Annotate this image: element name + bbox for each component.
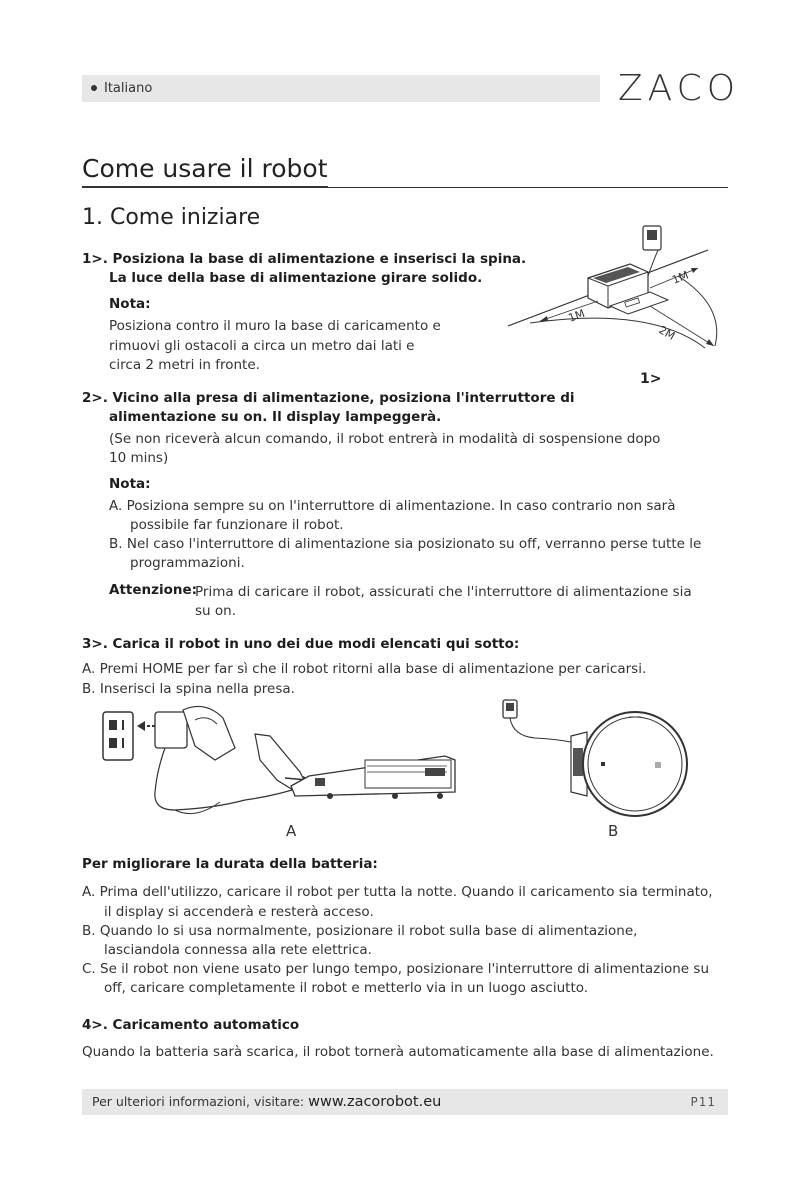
wall-outlet-icon: [103, 712, 133, 760]
adapter-icon: [155, 712, 187, 748]
step4-body: Quando la batteria sarà scarica, il robot tornerà automaticamente alla base di alimentazione.: [82, 1044, 714, 1060]
language-label: Italiano: [104, 81, 153, 96]
figure-a-label: A: [286, 822, 297, 840]
language-bar: [82, 75, 600, 102]
battery-a-line1: A. Prima dell'utilizzo, caricare il robot per tutta la notte. Quando il caricamento sia terminato,: [82, 884, 713, 900]
step1-nota-line3: circa 2 metri in fronte.: [109, 357, 260, 373]
charging-base-placement-figure: [500, 216, 730, 391]
step2-paren-line1: (Se non riceverà alcun comando, il robot entrerà in modalità di sospensione dopo: [109, 431, 661, 447]
label-1m-right: 1M: [670, 268, 691, 287]
figure-b-label: B: [608, 822, 619, 840]
step2-a-line1: A. Posiziona sempre su on l'interruttore di alimentazione. In caso contrario non sarà: [109, 498, 676, 514]
clearance-arc: [530, 318, 705, 348]
brand-logo: ZACO: [618, 68, 741, 109]
footer-prefix: Per ulteriori informazioni, visitare:: [92, 1094, 309, 1109]
footer-url[interactable]: www.zacorobot.eu: [308, 1094, 442, 1110]
figure-b-robot-on-base: [495, 692, 695, 822]
section-title: 1. Come iniziare: [82, 205, 261, 230]
page-title: Come usare il robot: [82, 154, 328, 183]
step2-nota-label: Nota:: [109, 476, 151, 492]
battery-c-line2: off, caricare completamente il robot e metterlo via in un luogo asciutto.: [104, 980, 589, 996]
step3-option-b: B. Inserisci la spina nella presa.: [82, 681, 295, 697]
label-1m-left: 1M: [566, 306, 587, 325]
step3-option-a: A. Premi HOME per far sì che il robot ritorni alla base di alimentazione per caricarsi.: [82, 661, 647, 677]
step1-line2: La luce della base di alimentazione girare solido.: [109, 270, 483, 286]
title-underline: [82, 186, 328, 188]
bullet-icon: [91, 85, 97, 91]
step2-line1: 2>. Vicino alla presa di alimentazione, posiziona l'interruttore di: [82, 390, 575, 406]
battery-b-line1: B. Quando lo si usa normalmente, posizionare il robot sulla base di alimentazione,: [82, 923, 638, 939]
battery-c-line1: C. Se il robot non viene usato per lungo tempo, posizionare l'interruttore di alimentazione su: [82, 961, 709, 977]
step2-b-line1: B. Nel caso l'interruttore di alimentazione sia posizionato su off, verranno perse tutte le: [109, 536, 702, 552]
step2-line2: alimentazione su on. Il display lampeggerà.: [109, 409, 442, 425]
page-number: P11: [690, 1095, 716, 1109]
battery-b-line2: lasciandola connessa alla rete elettrica.: [104, 942, 372, 958]
attention-line2: su on.: [195, 603, 236, 619]
hand-icon: [255, 734, 305, 790]
attention-line1: Prima di caricare il robot, assicurati che l'interruttore di alimentazione sia: [195, 584, 692, 600]
hand-icon: [183, 706, 235, 760]
step2-paren-line2: 10 mins): [109, 450, 169, 466]
figure-caption-1: 1>: [640, 371, 662, 387]
step1-nota-line2: rimuovi gli ostacoli a circa un metro dai lati e: [109, 338, 415, 354]
step2-b-line2: programmazioni.: [130, 555, 245, 571]
step1-line1: 1>. Posiziona la base di alimentazione e inserisci la spina.: [82, 251, 527, 267]
step4-heading: 4>. Caricamento automatico: [82, 1017, 300, 1033]
footer-bar: [82, 1089, 728, 1115]
footer-text: [92, 1094, 441, 1110]
step3-heading: 3>. Carica il robot in uno dei due modi elencati qui sotto:: [82, 636, 520, 652]
attention-label: Attenzione:: [109, 582, 198, 598]
label-2m: 2M: [656, 323, 678, 343]
step1-nota-line1: Posiziona contro il muro la base di caricamento e: [109, 318, 441, 334]
step2-a-line2: possibile far funzionare il robot.: [130, 517, 344, 533]
robot-top-icon: [583, 712, 687, 816]
battery-a-line2: il display si accenderà e resterà acceso.: [104, 904, 374, 920]
figure-a-plug-in: [95, 700, 465, 848]
battery-heading: Per migliorare la durata della batteria:: [82, 856, 378, 872]
step1-nota-label: Nota:: [109, 296, 151, 312]
